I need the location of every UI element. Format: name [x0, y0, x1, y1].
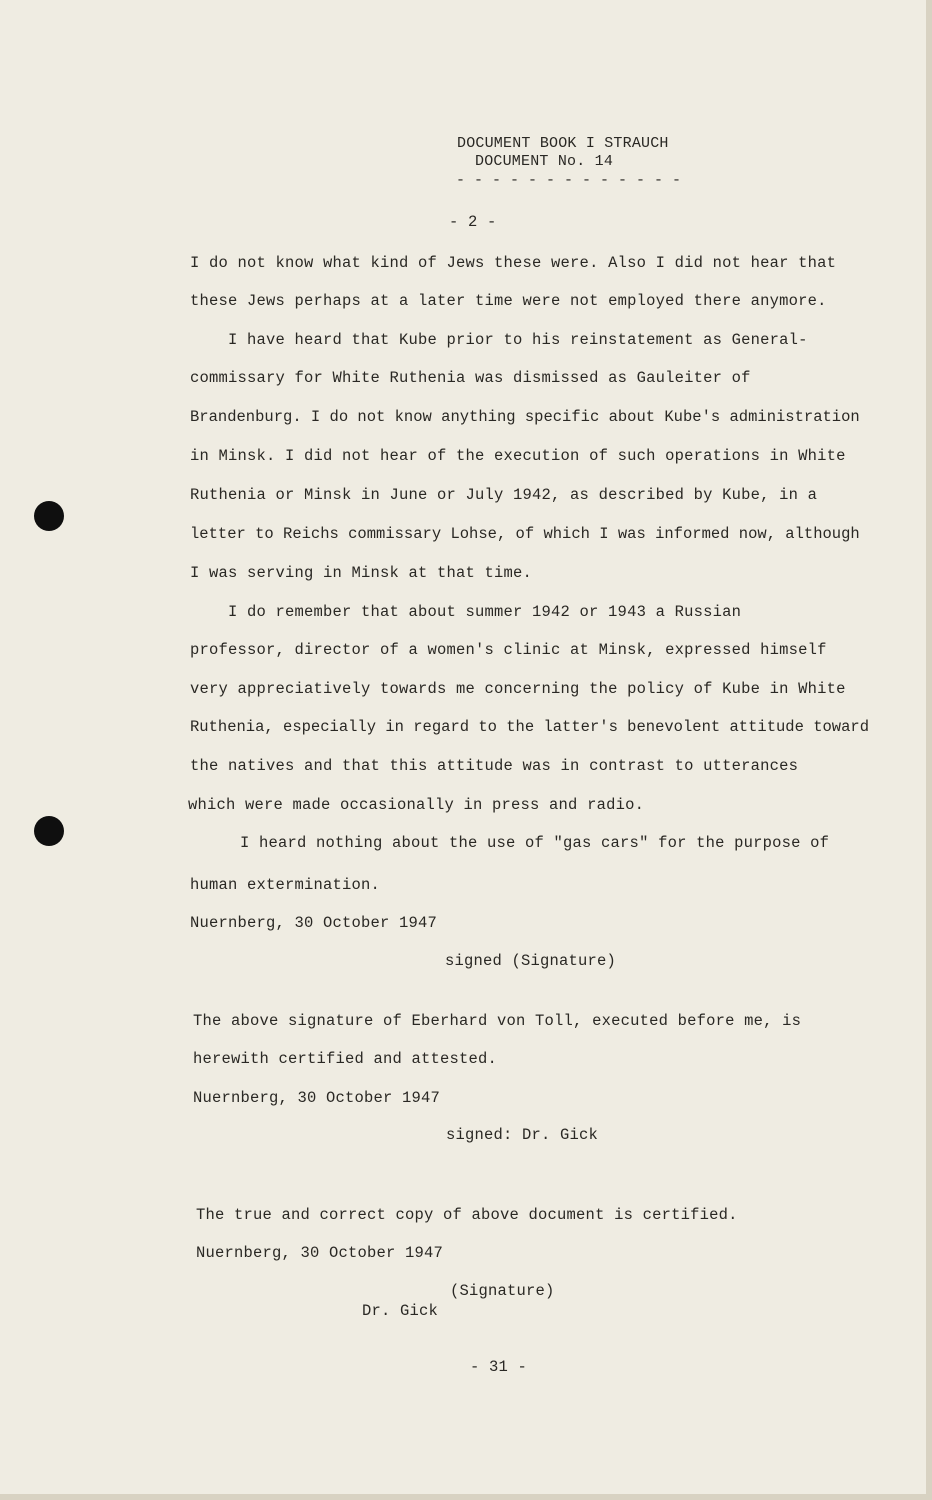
certification-line: herewith certified and attested. — [193, 1050, 498, 1068]
date-line: Nuernberg, 30 October 1947 — [190, 914, 438, 932]
body-line: Brandenburg. I do not know anything specific about Kube's administration — [190, 408, 860, 426]
signer-name: Dr. Gick — [362, 1302, 439, 1320]
date-line: Nuernberg, 30 October 1947 — [196, 1244, 444, 1262]
header-rule: - - - - - - - - - - - - - — [456, 172, 682, 189]
body-line: human extermination. — [190, 876, 381, 894]
body-line: commissary for White Ruthenia was dismissed as Gauleiter of — [190, 369, 751, 387]
body-line: Ruthenia, especially in regard to the latter's benevolent attitude toward — [190, 718, 870, 736]
body-line: Ruthenia or Minsk in June or July 1942, as described by Kube, in a — [190, 486, 818, 504]
body-line: I do not know what kind of Jews these were. Also I did not hear that — [190, 254, 837, 272]
punch-hole — [34, 816, 64, 846]
header-line-2: DOCUMENT No. 14 — [475, 153, 614, 170]
body-line: I heard nothing about the use of "gas cars" for the purpose of — [240, 834, 830, 852]
body-line: the natives and that this attitude was in contrast to utterances — [190, 757, 799, 775]
punch-hole — [34, 501, 64, 531]
body-line: I do remember that about summer 1942 or 1943 a Russian — [228, 603, 742, 621]
body-line: letter to Reichs commissary Lohse, of which I was informed now, although — [190, 525, 860, 543]
body-line: which were made occasionally in press and radio. — [188, 796, 645, 814]
certification-line: The above signature of Eberhard von Toll, executed before me, is — [193, 1012, 802, 1030]
header-line-1: DOCUMENT BOOK I STRAUCH — [457, 135, 669, 152]
body-line: I was serving in Minsk at that time. — [190, 564, 533, 582]
signed-line: signed: Dr. Gick — [446, 1126, 599, 1144]
signature-label: (Signature) — [450, 1282, 555, 1300]
signed-line: signed (Signature) — [445, 952, 617, 970]
page-marker: - 2 - — [449, 213, 497, 231]
body-line: very appreciatively towards me concerning the policy of Kube in White — [190, 680, 846, 698]
body-line: these Jews perhaps at a later time were not employed there anymore. — [190, 292, 827, 310]
body-line: in Minsk. I did not hear of the execution of such operations in White — [190, 447, 846, 465]
footer-page-number: - 31 - — [470, 1358, 528, 1376]
body-line: professor, director of a women's clinic at Minsk, expressed himself — [190, 641, 827, 659]
date-line: Nuernberg, 30 October 1947 — [193, 1089, 441, 1107]
copy-certification-line: The true and correct copy of above document is certified. — [196, 1206, 738, 1224]
body-line: I have heard that Kube prior to his reinstatement as General- — [228, 331, 808, 349]
